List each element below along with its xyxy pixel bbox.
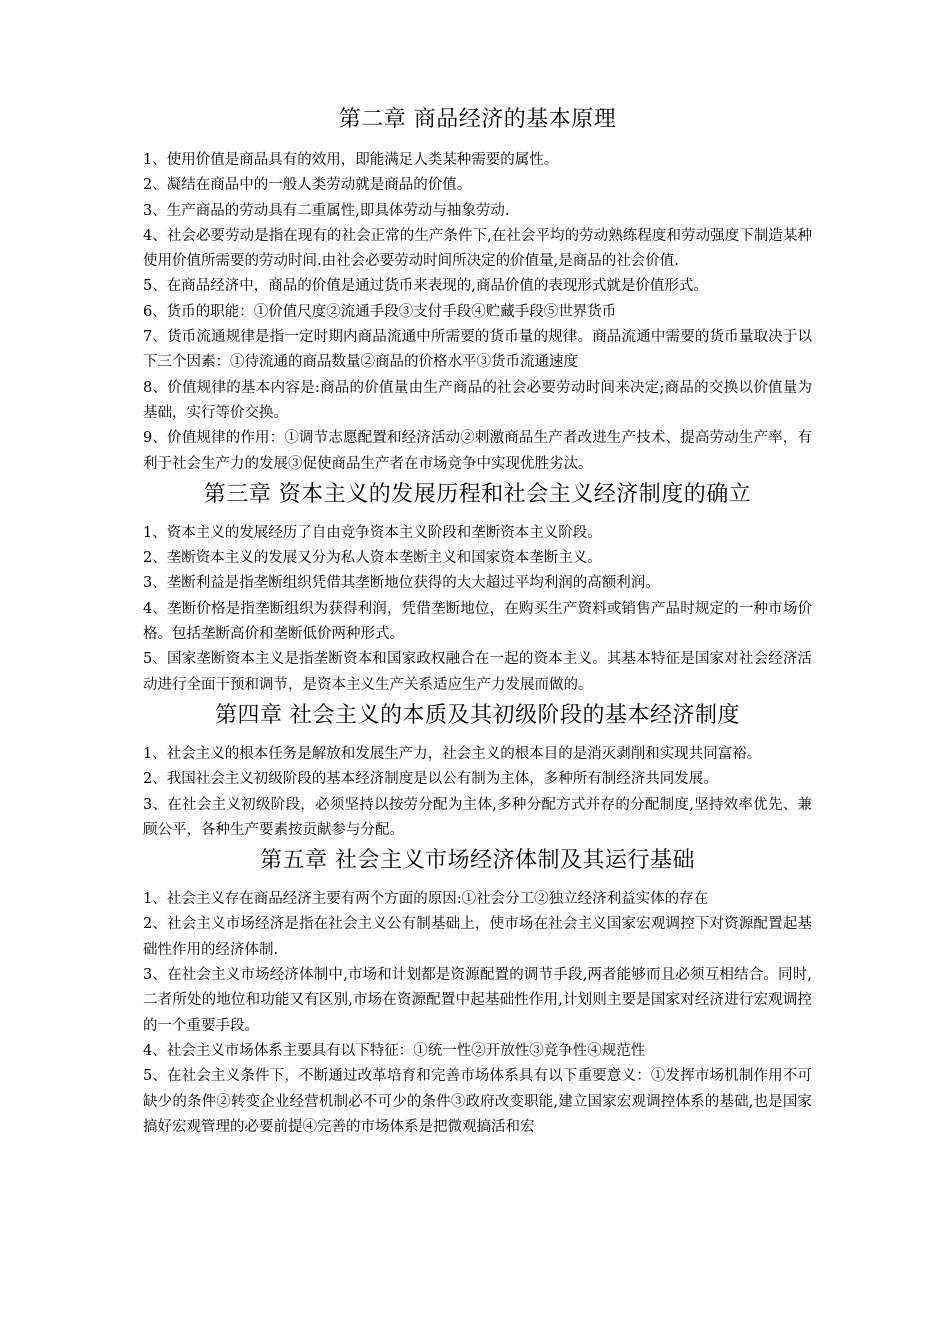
chapter-title: 第三章 资本主义的发展历程和社会主义经济制度的确立	[203, 481, 752, 507]
paragraph: 5、在商品经济中，商品的价值是通过货币来表现的,商品价值的表现形式就是价值形式。	[143, 278, 708, 295]
paragraph: 6、货币的职能：①价值尺度②流通手段③支付手段④贮藏手段⑤世界货币	[143, 303, 617, 320]
paragraph: 3、垄断利益是指垄断组织凭借其垄断地位获得的大大超过平均利润的高额利润。	[143, 575, 660, 592]
paragraph: 1、使用价值是商品具有的效用，即能满足人类某种需要的属性。	[143, 152, 559, 168]
chapter-title: 第四章 社会主义的本质及其初级阶段的基本经济制度	[215, 702, 740, 728]
paragraph: 8、价值规律的基本内容是:商品的价值量由生产商品的社会必要劳动时间来决定;商品的交换以价值量为基础，实行等价交换。	[143, 379, 812, 421]
paragraph: 5、国家垄断资本主义是指垄断资本和国家政权融合在一起的资本主义。其基本特征是国家对社会经济活动进行全面干预和调节，是资本主义生产关系适应生产力发展而做的。	[143, 651, 812, 693]
paragraph: 9、价值规律的作用：①调节志愿配置和经济活动②刺激商品生产者改进生产技术、提高劳动生产率，有利于社会生产力的发展③促使商品生产者在市场竞争中实现优胜劣汰。	[143, 430, 812, 472]
paragraph: 2、凝结在商品中的一般人类劳动就是商品的价值。	[143, 177, 472, 194]
chapter-title: 第二章 商品经济的基本原理	[338, 107, 617, 132]
paragraph: 4、垄断价格是指垄断组织为获得利润，凭借垄断地位，在购买生产资料或销售产品时规定的一种市场价格。包括垄断高价和垄断低价两种形式。	[143, 600, 812, 643]
paragraph: 7、货币流通规律是指一定时期内商品流通中所需要的货币量的规律。商品流通中需要的货币量取决于以下三个因素：①待流通的商品数量②商品的价格水平③货币流通速度	[143, 329, 812, 371]
paragraph: 1、社会主义的根本任务是解放和发展生产力，社会主义的根本目的是消灭剥削和实现共同富裕。	[143, 745, 762, 762]
paragraph: 2、我国社会主义初级阶段的基本经济制度是以公有制为主体，多种所有制经济共同发展。	[143, 771, 718, 788]
paragraph: 1、社会主义存在商品经济主要有两个方面的原因:①社会分工②独立经济利益实体的存在	[143, 891, 709, 908]
paragraph: 4、社会主义市场体系主要具有以下特征：①统一性②开放性③竞争性④规范性	[143, 1042, 646, 1059]
chapter-3	[143, 479, 812, 698]
paragraph: 2、垄断资本主义的发展又分为私人资本垄断主义和国家资本垄断主义。	[143, 550, 602, 567]
paragraph: 3、生产商品的劳动具有二重属性,即具体劳动与抽象劳动.	[143, 202, 510, 219]
chapter-4	[143, 700, 812, 843]
paragraph: 5、在社会主义条件下，不断通过改革培育和完善市场体系具有以下重要意义：①发挥市场机制作用不可缺少的条件②转变企业经营机制必不可少的条件③政府改变职能,建立国家宏观调控体系的基础,也是国家搞好宏观管理的必要前提④完善的市场体系是把微观搞活和宏	[143, 1068, 812, 1135]
paragraph: 2、社会主义市场经济是指在社会主义公有制基础上，使市场在社会主义国家宏观调控下对资源配置起基础性作用的经济体制.	[143, 916, 812, 958]
paragraph: 4、社会必要劳动是指在现有的社会正常的生产条件下,在社会平均的劳动熟练程度和劳动强度下制造某种使用价值所需要的劳动时间.由社会必要劳动时间所决定的价值量,是商品的社会价值.	[143, 227, 812, 270]
paragraph: 1、资本主义的发展经历了自由竞争资本主义阶段和垄断资本主义阶段。	[143, 524, 602, 541]
paragraph: 3、在社会主义初级阶段，必须坚持以按劳分配为主体,多种分配方式并存的分配制度,坚持效率优先、兼顾公平，各种生产要素按贡献参与分配。	[143, 796, 812, 838]
chapter-title: 第五章 社会主义市场经济体制及其运行基础	[260, 848, 695, 874]
paragraph: 3、在社会主义市场经济体制中,市场和计划都是资源配置的调节手段,两者能够而且必须互相结合。同时,二者所处的地位和功能又有区别,市场在资源配置中起基础性作用,计划则主要是国家对经济进行宏观调控的一个重要手段。	[143, 967, 812, 1034]
chapter-5	[143, 845, 812, 1140]
chapter-2	[143, 104, 812, 477]
